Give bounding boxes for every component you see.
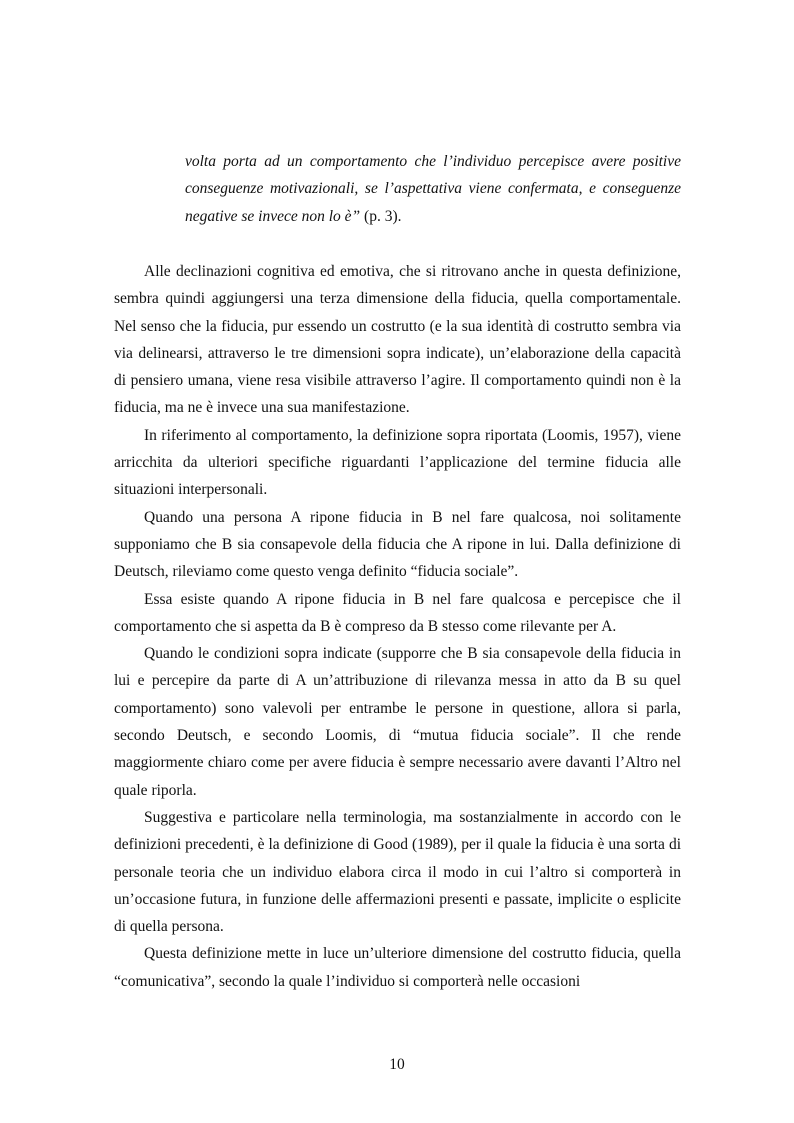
paragraph: Essa esiste quando A ripone fiducia in B nel fare qualcosa e percepisce che il comportamento che si aspetta da B è compreso da B stesso come rilevante per A. xyxy=(114,590,681,635)
paragraph: Quando le condizioni sopra indicate (supporre che B sia consapevole della fiducia in lui e percepire da parte di A un’attribuzione di rilevanza messa in atto da B su quel comportamento) sono valevoli per entrambe le persone in questione, allora si parla, secondo Deutsch, e secondo Loomis, di “mutua fiducia sociale”. Il che rende maggiormente chiaro come per avere fiducia è sempre necessario avere davanti l’Altro nel quale riporla. xyxy=(114,645,681,799)
body-text xyxy=(114,258,681,995)
paragraph: Suggestiva e particolare nella terminologia, ma sostanzialmente in accordo con le definizioni precedenti, è la definizione di Good (1989), per il quale la fiducia è una sorta di personale teoria che un individuo elabora circa il modo in cui l’altro si comporterà in un’occasione futura, in funzione delle affermazioni presenti e passate, implicite o esplicite di quella persona. xyxy=(114,808,681,936)
quote-citation: (p. 3). xyxy=(360,207,402,225)
paragraph: In riferimento al comportamento, la definizione sopra riportata (Loomis, 1957), viene arricchita da ulteriori specifiche riguardanti l’applicazione del termine fiducia alle situazioni interpersonali. xyxy=(114,426,681,499)
block-quote xyxy=(185,148,681,230)
quote-text: volta porta ad un comportamento che l’individuo percepisce avere positive conseguenze motivazionali, se l’aspettativa viene confermata, e conseguenze negative se invece non lo è” xyxy=(185,153,681,225)
paragraph: Alle declinazioni cognitiva ed emotiva, che si ritrovano anche in questa definizione, sembra quindi aggiungersi una terza dimensione della fiducia, quella comportamentale. Nel senso che la fiducia, pur essendo un costrutto (e la sua identità di costrutto sembra via via delinearsi, attraverso le tre dimensioni sopra indicate), un’elaborazione della capacità di pensiero umana, viene resa visibile attraverso l’agire. Il comportamento quindi non è la fiducia, ma ne è invece una sua manifestazione. xyxy=(114,263,681,417)
paragraph: Questa definizione mette in luce un’ulteriore dimensione del costrutto fiducia, quella “comunicativa”, secondo la quale l’individuo si comporterà nelle occasioni xyxy=(114,945,681,990)
page-number: 10 xyxy=(389,1056,405,1073)
paragraph: Quando una persona A ripone fiducia in B nel fare qualcosa, noi solitamente supponiamo che B sia consapevole della fiducia che A ripone in lui. Dalla definizione di Deutsch, rileviamo come questo venga definito “fiducia sociale”. xyxy=(114,508,681,581)
